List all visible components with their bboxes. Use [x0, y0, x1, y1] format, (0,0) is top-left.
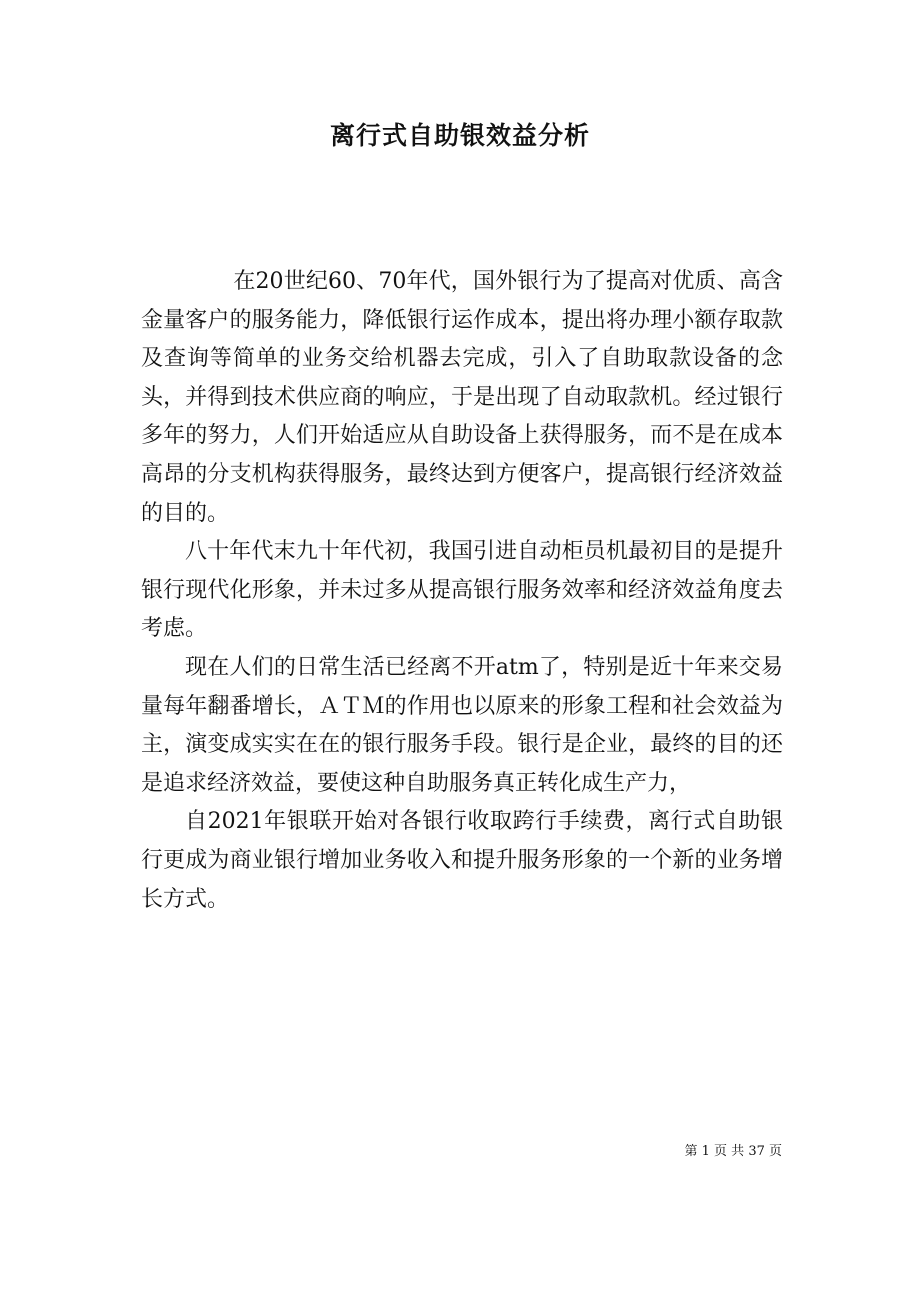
paragraph-3: 现在人们的日常生活已经离不开atm了，特别是近十年来交易量每年翻番增长，ＡＴＭ的作用也以原来的形象工程和社会效益为主，演变成实实在在的银行服务手段。银行是企业，最终的目的还是追求经济效益，要使这种自助服务真正转化成生产力，: [141, 654, 783, 796]
paragraph-4: 自2021年银联开始对各银行收取跨行手续费，离行式自助银行更成为商业银行增加业务收入和提升服务形象的一个新的业务增长方式。: [141, 809, 783, 912]
document-body: [141, 263, 783, 919]
paragraph-1: 在20世纪60、70年代，国外银行为了提高对优质、高含金量客户的服务能力，降低银行运作成本，提出将办理小额存取款及查询等简单的业务交给机器去完成，引入了自助取款设备的念头，并得到技术供应商的响应，于是出现了自动取款机。经过银行多年的努力，人们开始适应从自助设备上获得服务，而不是在成本高昂的分支机构获得服务，最终达到方便客户，提高银行经济效益的目的。: [141, 269, 783, 526]
page-number-footer: 第 1 页 共 37 页: [684, 1144, 782, 1159]
paragraph-2: 八十年代末九十年代初，我国引进自动柜员机最初目的是提升银行现代化形象，并未过多从提高银行服务效率和经济效益角度去考虑。: [141, 539, 783, 642]
document-title: 离行式自助银效益分析: [329, 121, 590, 150]
